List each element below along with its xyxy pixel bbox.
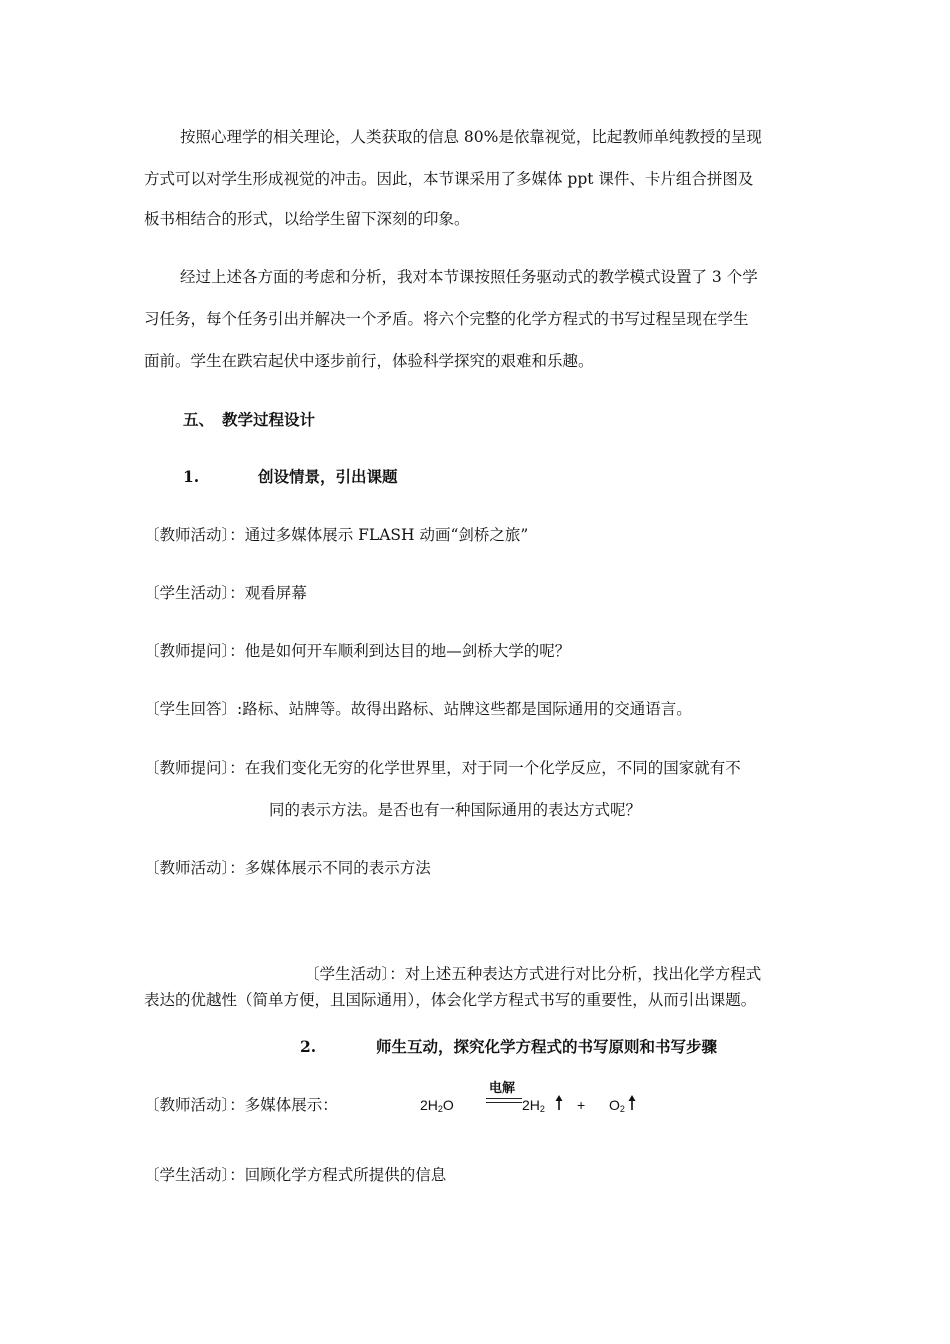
step-1-title: 创设情景，引出课题	[258, 467, 398, 486]
teacher-activity-2: 〔教师活动〕：多媒体展示不同的表示方法	[144, 859, 431, 877]
step-2-title: 师生互动，探究化学方程式的书写原则和书写步骤	[376, 1037, 718, 1056]
gas-arrow-icon	[628, 1095, 636, 1111]
student-answer-1: 〔学生回答〕:路标、站牌等。故得出路标、站牌这些都是国际通用的交通语言。	[144, 700, 692, 718]
para2-line1: 经过上述各方面的考虑和分析，我对本节课按照任务驱动式的教学模式设置了 3 个学	[180, 268, 758, 286]
step-2-number: 2.	[300, 1037, 317, 1056]
student-activity-2-line1: 〔学生活动〕：对上述五种表达方式进行对比分析，找出化学方程式	[304, 965, 762, 983]
teacher-question-2-line1: 〔教师提问〕：在我们变化无穷的化学世界里，对于同一个化学反应，不同的国家就有不	[144, 759, 741, 777]
para1-line2: 方式可以对学生形成视觉的冲击。因此，本节课采用了多媒体 ppt 课件、卡片组合拼图及	[144, 170, 754, 188]
section-5-number: 五、	[183, 410, 215, 429]
plus-sign: +	[577, 1097, 586, 1113]
equals-line-top	[486, 1098, 522, 1099]
para1-line3: 板书相结合的形式，以给学生留下深刻的印象。	[144, 210, 470, 228]
student-activity-2-line2: 表达的优越性（简单方便，且国际通用），体会化学方程式书写的重要性，从而引出课题。	[144, 991, 757, 1009]
reactant-water: $2H_2O$	[420, 1097, 454, 1114]
para2-line2: 习任务，每个任务引出并解决一个矛盾。将六个完整的化学方程式的书写过程呈现在学生	[144, 310, 749, 328]
para2-line3: 面前。学生在跌宕起伏中逐步前行，体验科学探究的艰难和乐趣。	[144, 352, 594, 370]
student-activity-1: 〔学生活动〕：观看屏幕	[144, 584, 307, 602]
section-5-title: 教学过程设计	[222, 410, 316, 429]
student-activity-3: 〔学生活动〕：回顾化学方程式所提供的信息	[144, 1166, 447, 1184]
teacher-activity-3: 〔教师活动〕：多媒体展示：	[144, 1096, 338, 1114]
product-oxygen: $O_2$	[609, 1097, 625, 1114]
step-1-number: 1.	[183, 467, 200, 486]
condition-label: 电解	[489, 1080, 516, 1095]
teacher-question-1: 〔教师提问〕：他是如何开车顺利到达目的地—剑桥大学的呢？	[144, 642, 571, 660]
equals-line-bottom	[486, 1102, 522, 1103]
para1-line1: 按照心理学的相关理论，人类获取的信息 80%是依靠视觉，比起教师单纯教授的呈现	[180, 128, 762, 146]
product-hydrogen: $2H_2$	[522, 1097, 545, 1114]
teacher-activity-1: 〔教师活动〕：通过多媒体展示 FLASH 动画“剑桥之旅”	[144, 526, 529, 544]
teacher-question-2-line2: 同的表示方法。是否也有一种国际通用的表达方式呢？	[269, 801, 642, 819]
gas-arrow-icon	[555, 1095, 563, 1111]
